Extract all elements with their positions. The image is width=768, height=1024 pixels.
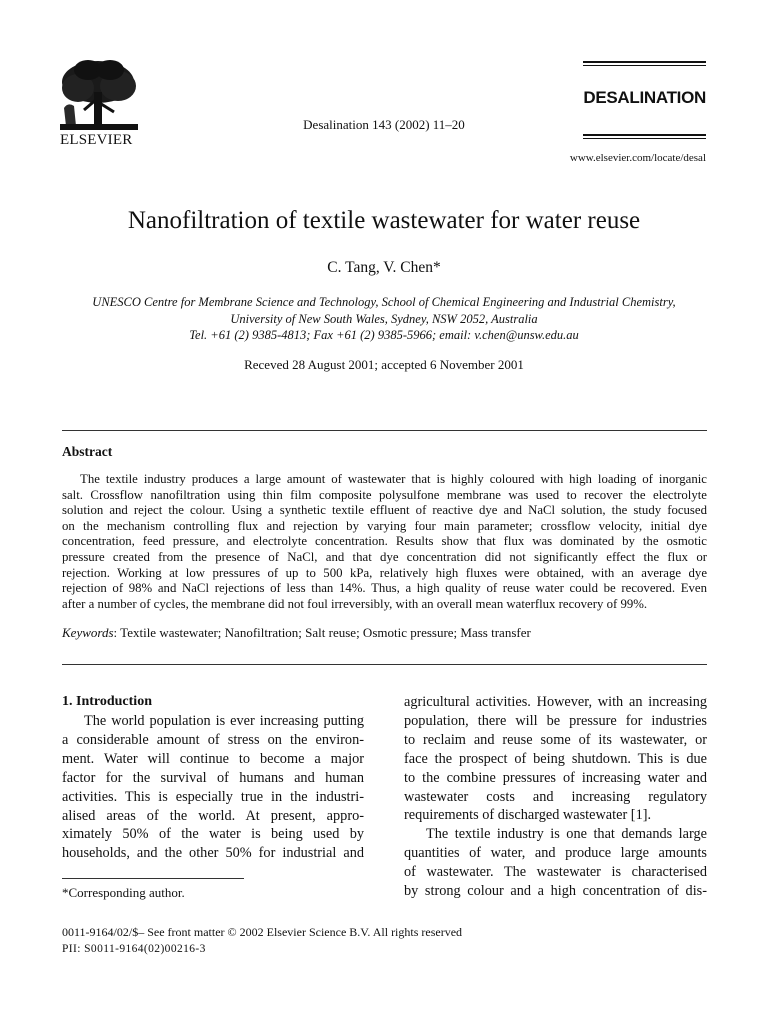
received-dates: Receved 28 August 2001; accepted 6 November 2001: [244, 357, 524, 372]
journal-citation: Desalination 143 (2002) 11–20: [303, 117, 465, 132]
abstract-heading: Abstract: [62, 444, 113, 459]
body-line: face the prospect of being shutdown. This is due: [404, 750, 707, 767]
body-line: to reclaim and reuse some of its wastewater, or: [404, 731, 707, 748]
publisher-name: ELSEVIER: [60, 132, 133, 148]
journal-name: DESALINATION: [583, 88, 706, 107]
abstract-line: salt. Crossflow nanofiltration using thin film composite polysulfone membrane was used to recover the electrolyte: [62, 487, 707, 502]
masthead-rule: [583, 138, 706, 139]
body-line: wastewater costs and increasing regulatory: [404, 788, 707, 805]
author-affiliation: [40, 294, 728, 344]
abstract-line: solution and reject the colour. Using a synthetic textile effluent of reactive dye and NaCl solution, the study focused: [62, 503, 707, 518]
masthead-rule: [583, 61, 706, 63]
masthead-rule: [583, 134, 706, 136]
abstract-line: pressure created from the presence of NaCl, and that dye concentration did not significantly effect the flux or: [62, 549, 707, 564]
body-line: to the combine pressures of increasing water and: [404, 769, 707, 786]
article-title: Nanofiltration of textile wastewater for water reuse: [127, 207, 641, 234]
abstract-line: The textile industry produces a large amount of wastewater that is highly coloured with high loading of inorganic: [80, 472, 707, 486]
abstract-line: concentration, feed pressure, and electrolyte concentration. Results show that flux was dominated by the osmotic: [62, 534, 707, 549]
article-authors: C. Tang, V. Chen*: [327, 259, 441, 276]
body-line: of wastewater. The wastewater is characterised: [404, 864, 707, 881]
body-line: ment. Water will continue to become a major: [62, 750, 364, 767]
body-line: ximately 50% of the water is being used by: [62, 826, 364, 843]
divider: [62, 430, 707, 431]
abstract-line: rejection of 98% and NaCl rejections of less than 14%. Thus, a high quality of reuse water could be recovered. Even: [62, 581, 707, 596]
corresponding-author-footnote: *Corresponding author.: [62, 885, 185, 900]
keywords-label: Keywords: [62, 625, 114, 640]
pii-identifier: PII: S0011-9164(02)00216-3: [62, 943, 206, 955]
affiliation-contact-line: Tel. +61 (2) 9385-4813; Fax +61 (2) 9385-5966; email: v.chen@unsw.edu.au: [189, 328, 579, 342]
abstract-text: [62, 472, 707, 612]
body-line: alised areas of the world. At present, appro-: [62, 807, 364, 824]
body-line: activities. This is especially true in the industri-: [62, 788, 364, 805]
affiliation-line: University of New South Wales, Sydney, NSW 2052, Australia: [230, 311, 538, 326]
journal-url-link[interactable]: www.elsevier.com/locate/desal: [569, 152, 706, 164]
body-column-right: [404, 693, 707, 901]
body-line: households, and the other 50% for industrial and: [62, 845, 364, 862]
section-heading: 1. Introduction: [62, 694, 152, 709]
masthead-rule: [583, 65, 706, 66]
body-line: agricultural activities. However, with an increasing: [404, 694, 707, 710]
body-line: population, there will be pressure for industries: [404, 712, 707, 729]
body-line: requirements of discharged wastewater [1].: [404, 807, 652, 824]
keywords-colon: :: [113, 625, 121, 640]
copyright-notice: 0011-9164/02/$– See front matter © 2002 Elsevier Science B.V. All rights reserved: [62, 925, 463, 939]
body-line: factor for the survival of humans and human: [62, 769, 364, 786]
abstract-line: rejection. Working at low pressures of up to 500 kPa, relatively high fluxes were obtained, with an average dye: [62, 565, 707, 580]
body-column-left: [62, 712, 364, 863]
abstract-line: after a number of cycles, the membrane did not foul irreversibly, with an overall mean waterflux recovery of 99%.: [62, 596, 648, 611]
affiliation-line: UNESCO Centre for Membrane Science and Technology, School of Chemical Engineering and Industrial Chemistry,: [92, 295, 676, 309]
keywords-list: Textile wastewater; Nanofiltration; Salt reuse; Osmotic pressure; Mass transfer: [120, 625, 531, 640]
body-line: The textile industry is one that demands large: [426, 826, 707, 843]
body-line: by strong colour and a high concentration of dis-: [404, 883, 707, 900]
body-line: The world population is ever increasing putting: [84, 713, 364, 729]
footnote-rule: [62, 878, 244, 879]
body-line: a considerable amount of stress on the environ-: [62, 731, 364, 748]
divider: [62, 664, 707, 665]
keywords: [62, 625, 531, 641]
abstract-line: on the mechanism controlling flux and rejection by varying four main parameter; crossflow velocity, initial dye: [62, 518, 707, 533]
body-line: quantities of water, and produce large amounts: [404, 845, 707, 862]
